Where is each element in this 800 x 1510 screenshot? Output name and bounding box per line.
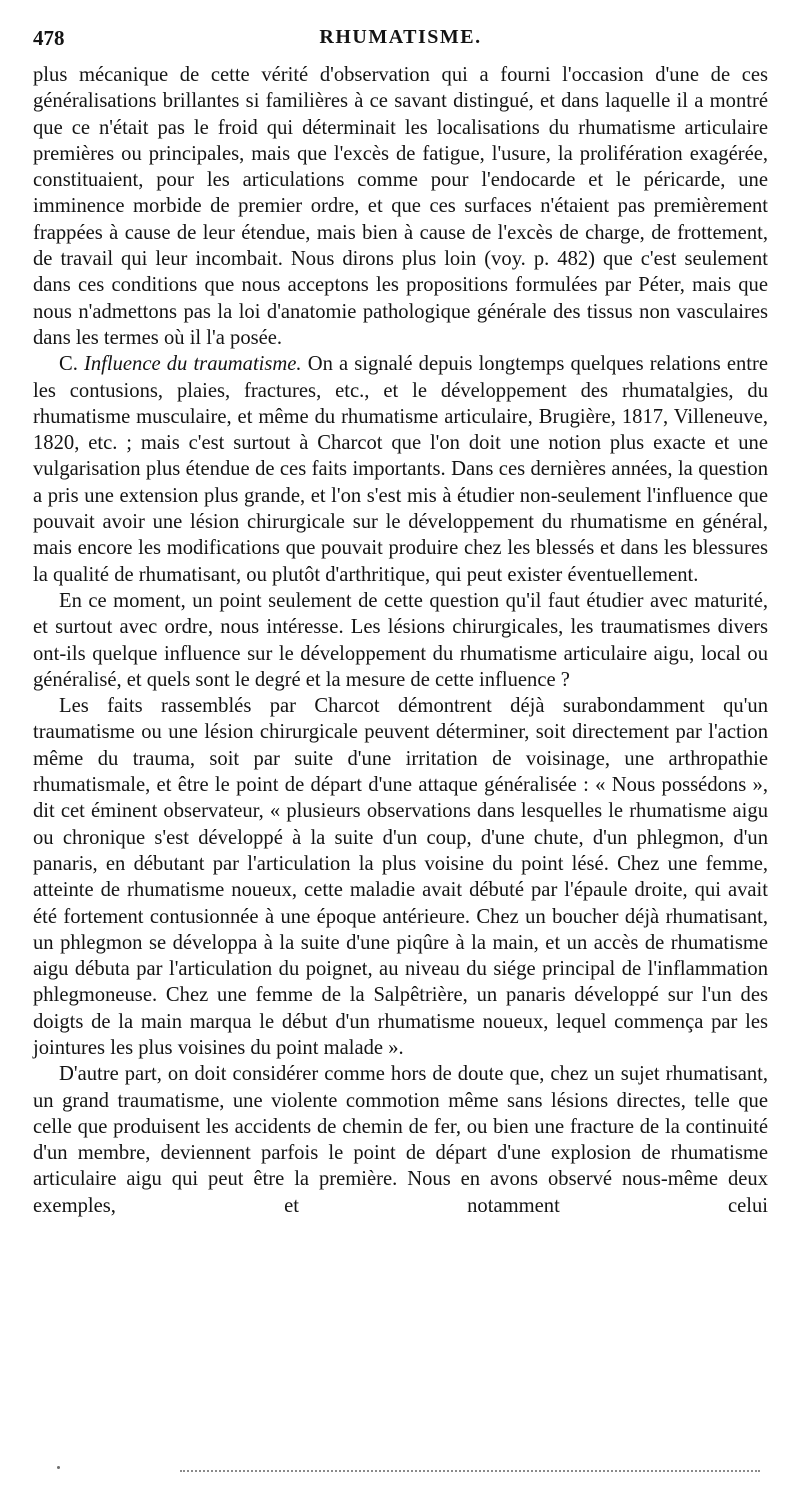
paragraph [33, 693, 768, 1061]
footer-rule [180, 1470, 760, 1472]
paragraph-text: Les faits rassemblés par Charcot démontrent déjà surabondamment qu'un traumatisme ou une lésion chirurgicale peuvent déterminer, soit directement par l'action même du trauma, soit par suite d'une irritation de voisinage, une arthropathie rhumatismale, et être le point de départ d'une attaque généralisée : « Nous possédons », dit cet éminent observateur, « plusieurs observations dans lesquelles le rhumatisme aigu ou chronique s'est développé à la suite d'un coup, d'une chute, d'un phlegmon, d'un panaris, en débutant par l'articulation la plus voisine du point lésé. Chez une femme, atteinte de rhumatisme noueux, cette maladie avait débuté par l'épaule droite, qui avait été fortement contusionnée à une époque antérieure. Chez un boucher déjà rhumatisant, un phlegmon se développa à la suite d'une piqûre à la main, et un accès de rhumatisme aigu débuta par l'articulation du poignet, au niveau du siége principal de l'inflammation phlegmoneuse. Chez une femme de la Salpêtrière, un panaris développé sur l'un des doigts de la main marqua le début d'un rhumatisme noueux, lequel commença par les jointures les plus voisines du point malade ». [33, 695, 768, 1059]
paragraph-text: En ce moment, un point seulement de cette question qu'il faut étudier avec maturité, et surtout avec ordre, nous intéresse. Les lésions chirurgicales, les traumatismes divers ont-ils quelque influence sur le développement du rhumatisme articulaire aigu, local ou généralisé, et quels sont le degré et la mesure de cette influence ? [33, 589, 768, 691]
paragraph-continuation [33, 62, 768, 351]
paragraph-text: On a signalé depuis longtemps quelques relations entre les contusions, plaies, fractures, etc., et le développement des rhumatalgies, du rhumatisme musculaire, et même du rhumatisme articulaire, Brugière, 1817, Villeneuve, 1820, etc. ; mais c'est surtout à Charcot que l'on doit une notion plus exacte et une vulgarisation plus étendue de ces faits importants. Dans ces dernières années, la question a pris une extension plus grande, et l'on s'est mis à étudier non-seulement l'influence que pouvait avoir une lésion chirurgicale sur le développement du rhumatisme en général, mais encore les modifications que pouvait produire chez les blessés et dans les blessures la qualité de rhumatisant, ou plutôt d'arthritique, qui peut exister éventuellement. [33, 353, 768, 586]
page-number: 478 [33, 26, 65, 50]
running-head: RHUMATISME. [319, 26, 482, 48]
section-letter: C. [59, 353, 85, 376]
footer-speck [57, 1466, 60, 1469]
section-title: Influence du traumatisme. [84, 353, 302, 376]
paragraph-text: plus mécanique de cette vérité d'observation qui a fourni l'occasion d'une de ces généralisations brillantes si familières à ce savant distingué, et dans laquelle il a montré que ce n'était pas le froid qui déterminait les localisations du rhumatisme articulaire premières ou principales, mais que l'excès de fatigue, l'usure, la prolifération exagérée, constituaient, pour les articulations comme pour l'endocarde et le péricarde, une imminence morbide de premier ordre, et que ces surfaces n'étaient pas premièrement frappées à cause de leur étendue, mais bien à cause de l'excès de charge, de frottement, de travail qui leur incombait. Nous dirons plus loin (voy. p. 482) que c'est seulement dans ces conditions que nous acceptons les propositions formulées par Péter, mais que nous n'admettons pas la loi d'anatomie pathologique générale des tissus non vasculaires dans les termes où il l'a posée. [33, 64, 768, 349]
paragraph-section-c [33, 351, 768, 588]
body-text [33, 62, 768, 1219]
paragraph-final [33, 1061, 768, 1219]
paragraph-text: D'autre part, on doit considérer comme hors de doute que, chez un sujet rhumatisant, un grand traumatisme, une violente commotion même sans lésions directes, telle que celle que produisent les accidents de chemin de fer, ou bien une fracture de la continuité d'un membre, deviennent parfois le point de départ d'une explosion de rhumatisme articulaire aigu qui peut être la première. Nous en avons observé nous-même deux exemples, et notamment celui [33, 1063, 768, 1217]
page-header [33, 26, 768, 56]
paragraph [33, 588, 768, 693]
